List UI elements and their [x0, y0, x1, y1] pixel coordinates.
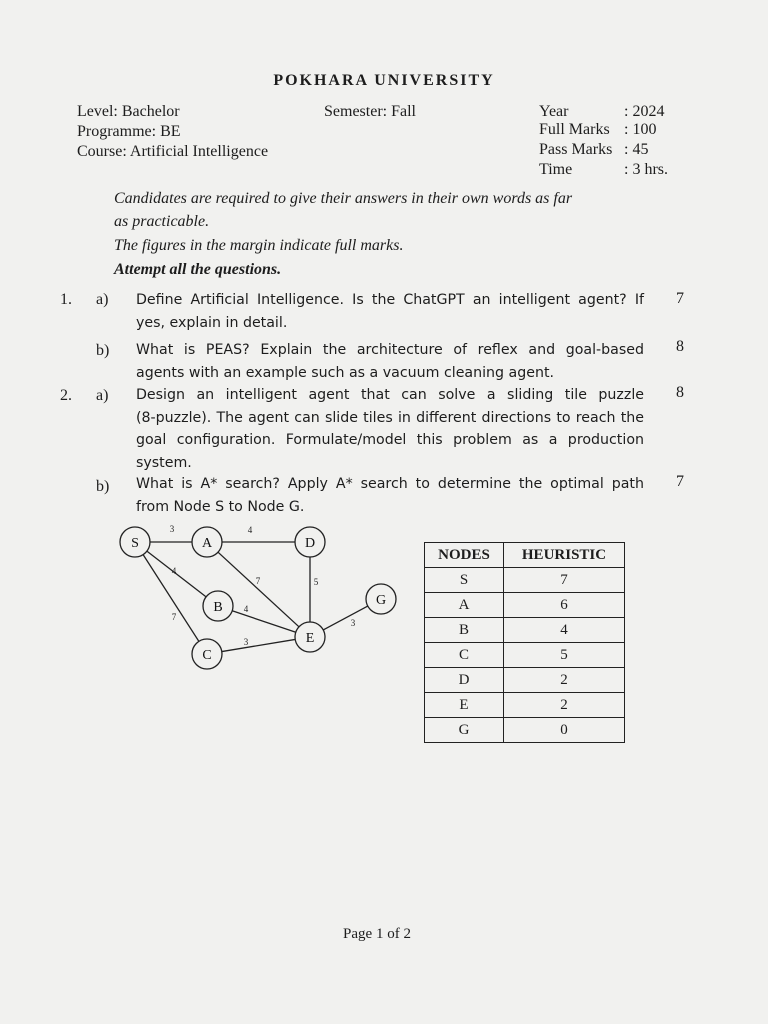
semester-text: Semester: Fall — [324, 103, 416, 120]
question-line: goal configuration. Formulate/model this problem as a production — [136, 432, 644, 448]
time-value: : 3 hrs. — [624, 161, 668, 178]
marks: 7 — [676, 290, 684, 307]
pass-marks-label: Pass Marks — [539, 141, 613, 158]
full-marks-label: Full Marks — [539, 121, 610, 138]
table-row — [425, 593, 625, 618]
graph-edge-B-E — [232, 611, 296, 632]
table-row — [425, 693, 625, 718]
instruction-line-1: Candidates are required to give their answers in their own words as far — [114, 190, 573, 207]
graph-edge-weight: 7 — [255, 576, 261, 586]
year-value: : 2024 — [624, 103, 665, 120]
table-header-cell: NODES — [425, 543, 504, 568]
question-line: Define Artificial Intelligence. Is the ChatGPT an intelligent agent? If — [136, 292, 644, 308]
table-cell: G — [425, 718, 504, 743]
graph-edge-weight: 4 — [247, 525, 253, 535]
graph-edge-weight: 3 — [169, 524, 175, 534]
table-cell: 5 — [504, 643, 625, 668]
table-cell: E — [425, 693, 504, 718]
table-cell: B — [425, 618, 504, 643]
question-number: 1. — [60, 291, 72, 308]
graph-edge-weight: 3 — [243, 637, 249, 647]
graph-node-label: D — [304, 536, 316, 551]
table-cell: 6 — [504, 593, 625, 618]
table-row — [425, 568, 625, 593]
marks: 8 — [676, 338, 684, 355]
question-part-label: b) — [96, 478, 110, 495]
table-cell: 4 — [504, 618, 625, 643]
table-row — [425, 668, 625, 693]
question-text — [136, 289, 644, 334]
question-part-label: a) — [96, 387, 109, 404]
page-number: Page 1 of 2 — [343, 926, 411, 942]
heuristic-table — [424, 542, 625, 743]
graph-node-label: S — [131, 536, 139, 551]
programme-text: Programme: BE — [77, 123, 181, 140]
question-line: from Node S to Node G. — [136, 498, 305, 515]
question-line: Design an intelligent agent that can solve a sliding tile puzzle — [136, 387, 644, 403]
question-number: 2. — [60, 387, 72, 404]
question-part-label: a) — [96, 291, 109, 308]
level-text: Level: Bachelor — [77, 103, 180, 120]
graph-edge-E-G — [323, 606, 368, 630]
table-cell: 7 — [504, 568, 625, 593]
course-text: Course: Artificial Intelligence — [77, 143, 269, 160]
question-text — [136, 339, 644, 384]
graph-edge-C-E — [222, 639, 295, 651]
question-text — [136, 473, 644, 518]
time-label: Time — [539, 161, 573, 178]
instruction-line-4: Attempt all the questions. — [114, 261, 282, 278]
search-graph-diagram — [110, 518, 410, 678]
graph-node-label: B — [213, 600, 223, 615]
table-cell: C — [425, 643, 504, 668]
table-cell: 0 — [504, 718, 625, 743]
instruction-line-2: as practicable. — [114, 213, 210, 230]
question-line: yes, explain in detail. — [136, 314, 288, 331]
full-marks-value: : 100 — [624, 121, 657, 138]
table-header-row — [425, 543, 625, 568]
graph-edge-weight: 4 — [243, 604, 249, 614]
graph-node-label: C — [202, 648, 212, 663]
question-line: What is PEAS? Explain the architecture of reflex and goal-based — [136, 342, 644, 358]
question-line: What is A* search? Apply A* search to determine the optimal path — [136, 476, 644, 492]
table-cell: D — [425, 668, 504, 693]
marks: 8 — [676, 384, 684, 401]
table-cell: 2 — [504, 668, 625, 693]
graph-node-label: A — [201, 536, 213, 551]
table-row — [425, 718, 625, 743]
question-line: system. — [136, 454, 192, 471]
graph-edge-weight: 5 — [313, 577, 319, 587]
graph-node-label: E — [305, 631, 315, 646]
university-title: POKHARA UNIVERSITY — [273, 72, 495, 89]
year-label: Year — [539, 103, 569, 120]
instruction-line-3: The figures in the margin indicate full marks. — [114, 237, 404, 254]
question-line: (8-puzzle). The agent can slide tiles in different directions to reach the — [136, 409, 644, 426]
table-cell: A — [425, 593, 504, 618]
marks: 7 — [676, 473, 684, 490]
table-cell: 2 — [504, 693, 625, 718]
graph-edge-weight: 3 — [350, 618, 356, 628]
table-cell: S — [425, 568, 504, 593]
graph-node-label: G — [375, 593, 387, 608]
table-header-cell: HEURISTIC — [504, 543, 625, 568]
table-row — [425, 618, 625, 643]
pass-marks-value: : 45 — [624, 141, 649, 158]
graph-edge-weight: 7 — [171, 612, 177, 622]
question-line: agents with an example such as a vacuum cleaning agent. — [136, 364, 555, 381]
table-row — [425, 643, 625, 668]
graph-edge-weight: 4 — [171, 566, 177, 576]
question-part-label: b) — [96, 342, 110, 359]
question-text — [136, 384, 644, 474]
